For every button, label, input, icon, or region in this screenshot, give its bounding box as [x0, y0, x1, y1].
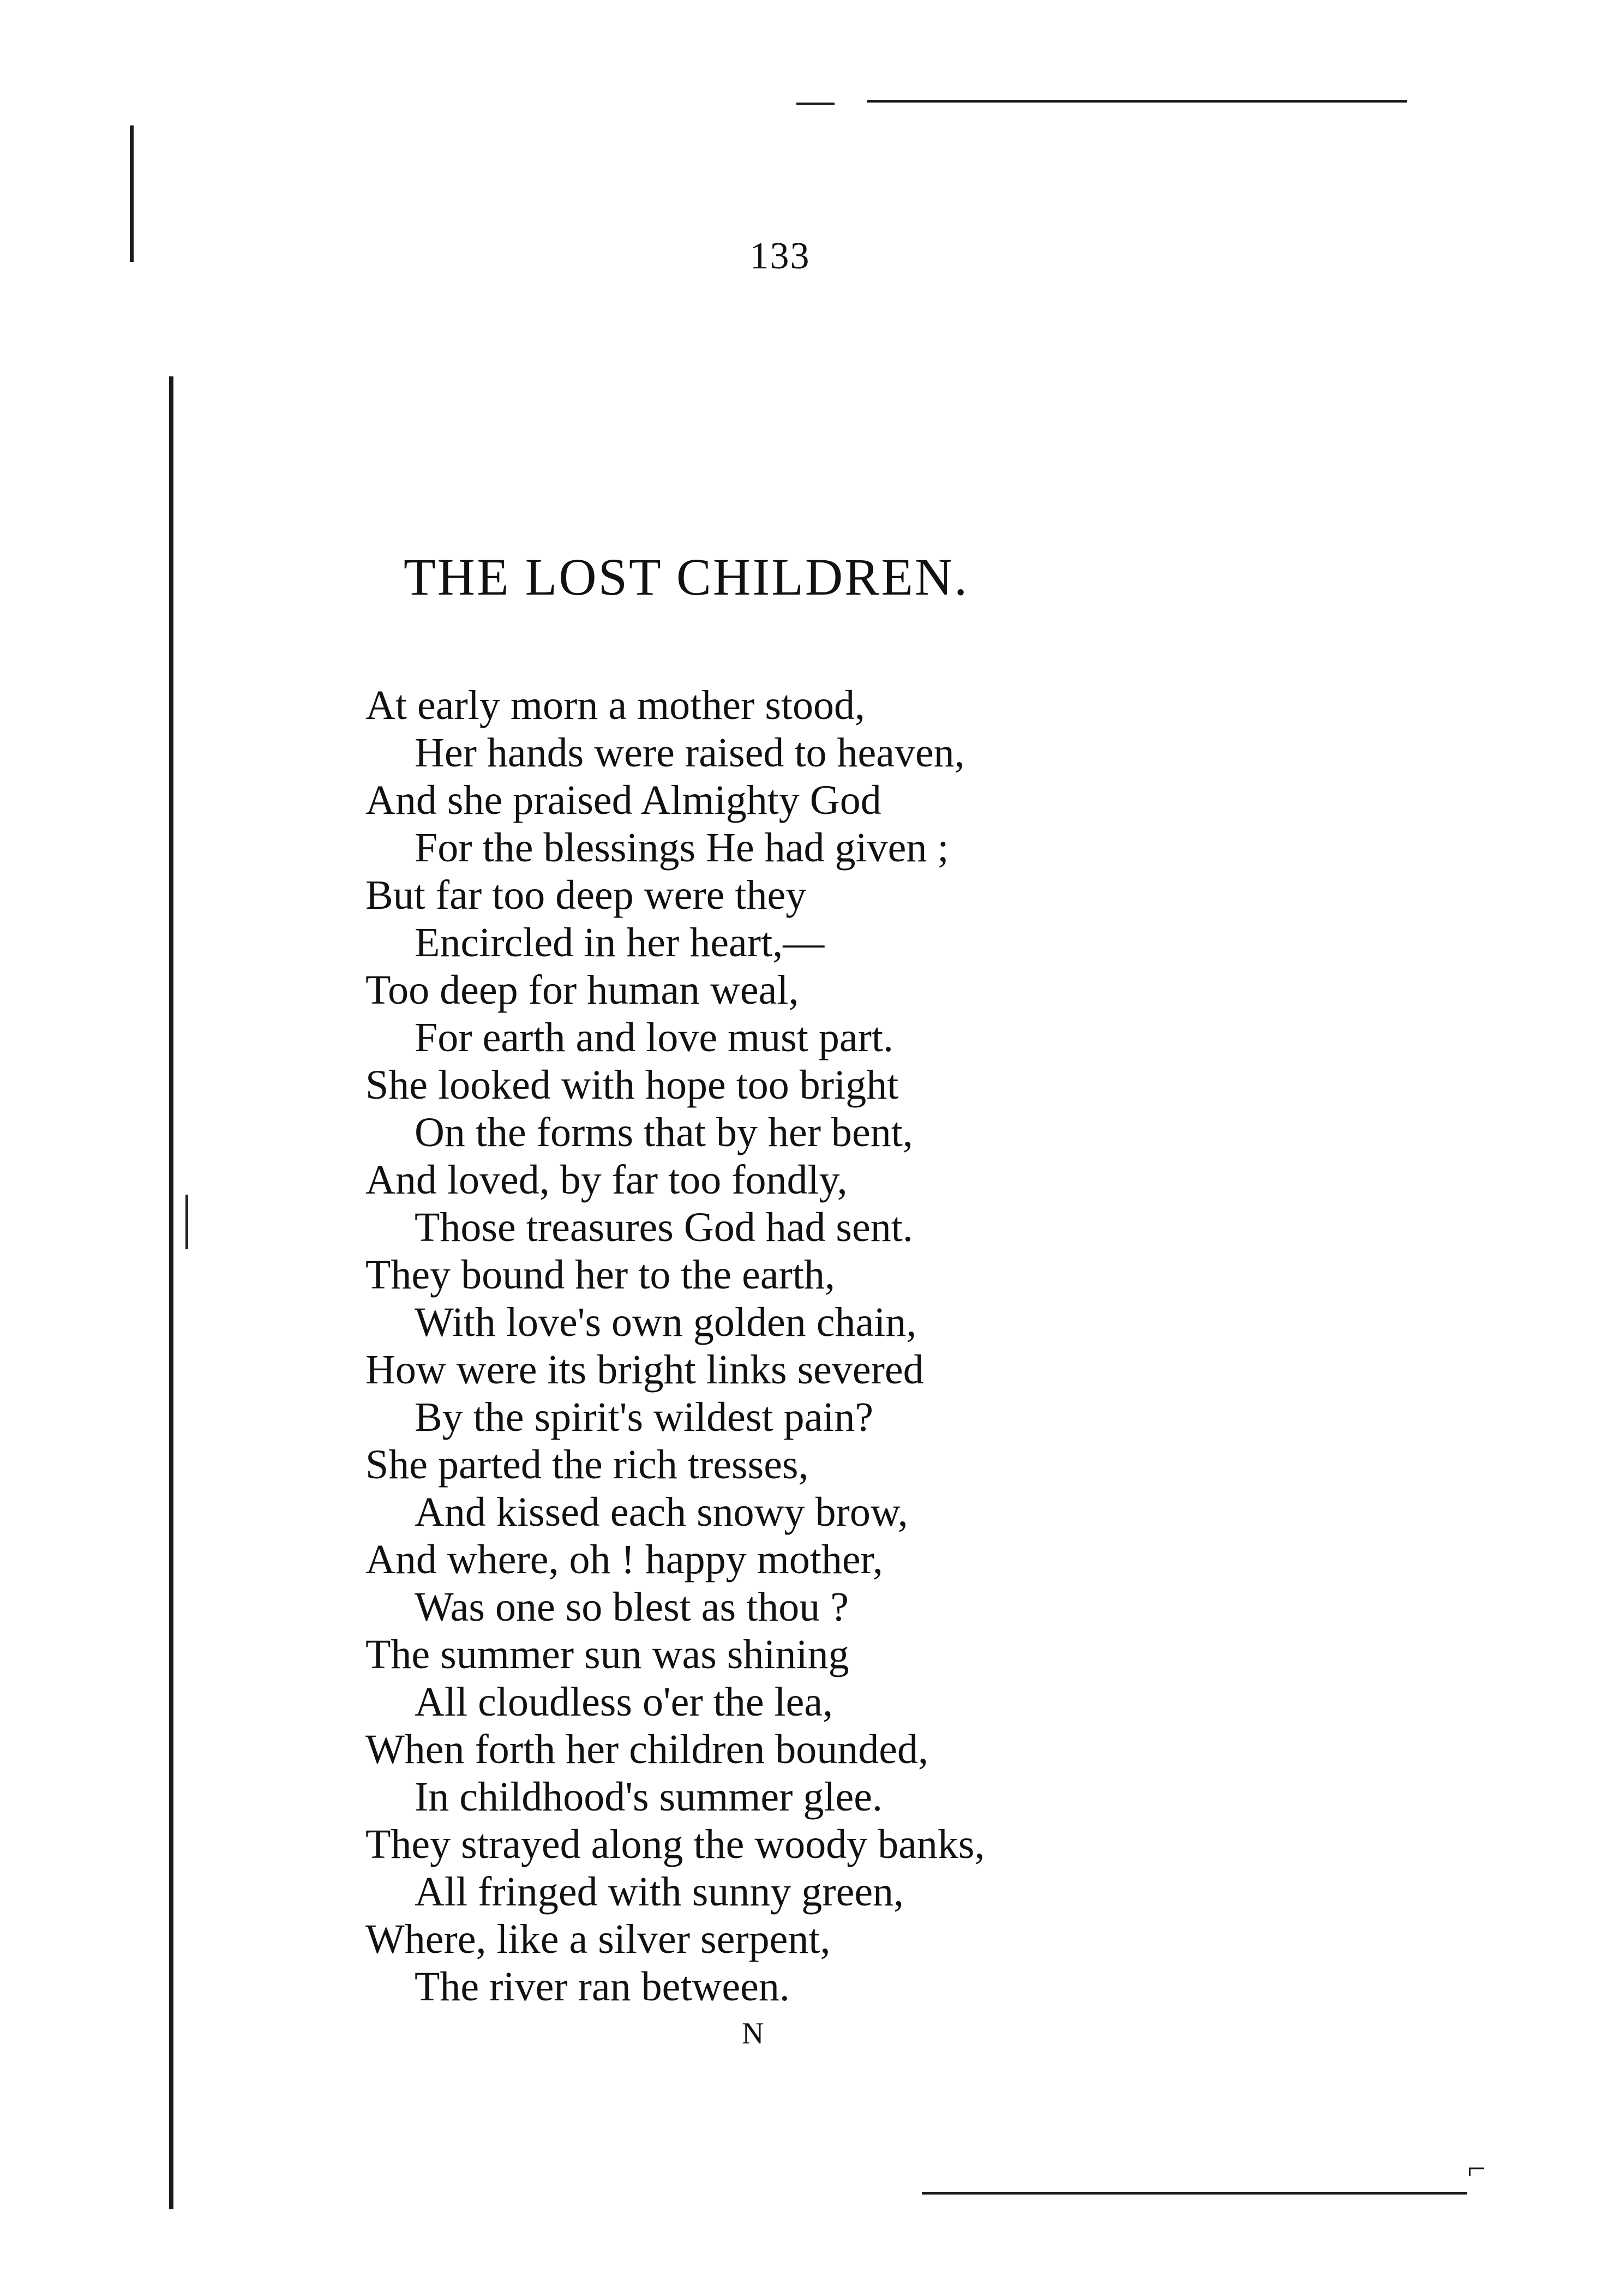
- poem-line: Too deep for human weal,: [365, 967, 799, 1013]
- bottom-mark-icon: ⌐: [1467, 2150, 1486, 2186]
- bottom-rule: [922, 2192, 1467, 2195]
- poem-line: When forth her children bounded,: [365, 1727, 928, 1772]
- poem-line: Where, like a silver serpent,: [365, 1916, 831, 1962]
- poem-line: And kissed each snowy brow,: [415, 1489, 908, 1535]
- gutter-line: [169, 376, 173, 2209]
- poem-line: Encircled in her heart,—: [415, 920, 825, 966]
- poem-line: She parted the rich tresses,: [365, 1442, 809, 1488]
- top-rule: [867, 100, 1407, 103]
- poem-line: And she praised Almighty God: [365, 777, 881, 823]
- gutter-tick: [185, 1195, 188, 1249]
- poem-line: Was one so blest as thou ?: [415, 1584, 849, 1630]
- poem-line: The river ran between.: [415, 1964, 790, 2010]
- poem-title: THE LOST CHILDREN.: [404, 548, 969, 606]
- poem-line: In childhood's summer glee.: [415, 1774, 883, 1820]
- poem-line: All cloudless o'er the lea,: [415, 1679, 833, 1725]
- poem-line: Those treasures God had sent.: [415, 1204, 913, 1250]
- poem-line: For the blessings He had given ;: [415, 825, 949, 871]
- poem-line: All fringed with sunny green,: [415, 1869, 904, 1915]
- poem-line: And where, oh ! happy mother,: [365, 1537, 883, 1582]
- poem-line: They bound her to the earth,: [365, 1252, 836, 1298]
- top-rule-dash: [796, 103, 835, 105]
- gutter-line-top: [130, 125, 134, 262]
- poem-line: They strayed along the woody banks,: [365, 1821, 985, 1867]
- poem-line: For earth and love must part.: [415, 1015, 894, 1060]
- poem-line: At early morn a mother stood,: [365, 682, 866, 728]
- poem-line: On the forms that by her bent,: [415, 1110, 913, 1155]
- signature-mark: N: [742, 2017, 765, 2051]
- page-number: 133: [749, 235, 811, 277]
- poem-line: By the spirit's wildest pain?: [415, 1394, 874, 1440]
- poem-line: The summer sun was shining: [365, 1632, 849, 1677]
- poem-line: Her hands were raised to heaven,: [415, 730, 965, 776]
- poem-line: And loved, by far too fondly,: [365, 1157, 848, 1203]
- poem-line: With love's own golden chain,: [415, 1299, 917, 1345]
- poem-line: She looked with hope too bright: [365, 1062, 899, 1108]
- poem-line: How were its bright links severed: [365, 1347, 924, 1393]
- poem-body: [365, 682, 1184, 2011]
- poem-line: But far too deep were they: [365, 872, 807, 918]
